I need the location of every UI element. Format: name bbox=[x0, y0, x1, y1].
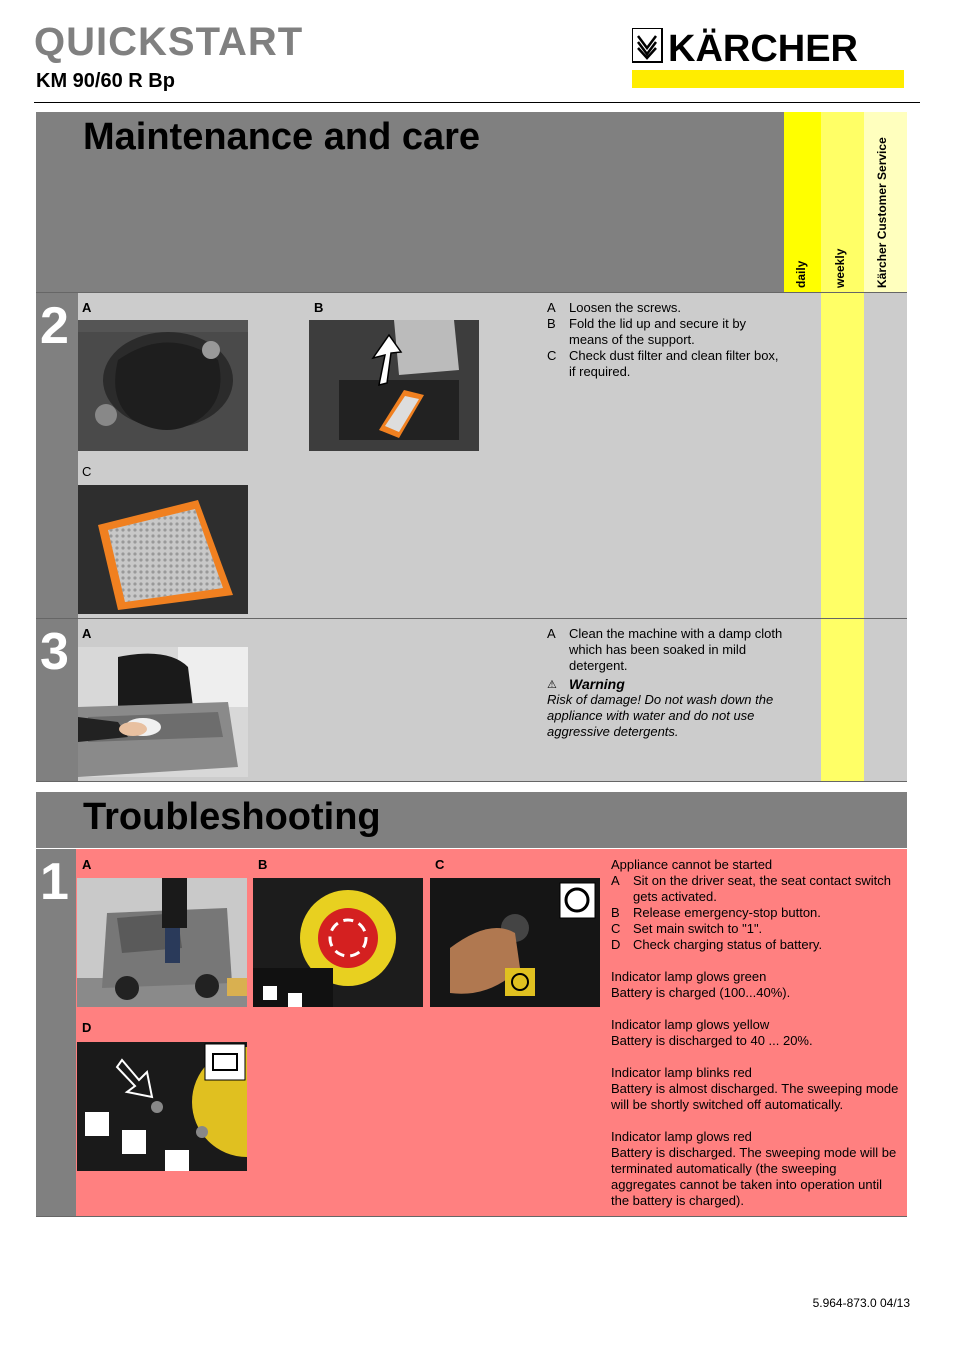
filter-box-open-photo bbox=[309, 320, 479, 451]
weekly-label: weekly bbox=[833, 248, 847, 288]
image-label: D bbox=[82, 1020, 92, 1035]
step-number: 3 bbox=[40, 623, 69, 681]
brand-text: KÄRCHER bbox=[668, 28, 858, 70]
indicator-block: Indicator lamp glows yellow Battery is discharged to 40 ... 20%. bbox=[611, 1017, 813, 1048]
instruction-item: B Fold the lid up and secure it by means of the support. bbox=[547, 316, 747, 347]
weekly-marker bbox=[821, 619, 864, 781]
document-number: 5.964-873.0 04/13 bbox=[812, 1296, 910, 1310]
troubleshooting-text bbox=[611, 857, 901, 1209]
problem-heading: Appliance cannot be started bbox=[611, 857, 773, 872]
main-switch-photo bbox=[430, 878, 600, 1007]
warning-heading: ⚠ Warning bbox=[547, 676, 625, 692]
image-label: A bbox=[82, 857, 92, 872]
battery-indicator-photo bbox=[77, 1042, 247, 1171]
indicator-block: Indicator lamp blinks red Battery is almost discharged. The sweeping mode will be shortly switched off automatically. bbox=[611, 1065, 899, 1112]
filter-lid-photo bbox=[78, 320, 248, 451]
instruction-list bbox=[547, 626, 787, 740]
header-rule bbox=[34, 102, 920, 103]
instruction-item: A Sit on the driver seat, the seat contact switch gets activated. bbox=[611, 873, 891, 904]
image-label: C bbox=[435, 857, 445, 872]
page-title: QUICKSTART bbox=[34, 20, 304, 64]
warning-text: Risk of damage! Do not wash down the appliance with water and do not use aggressive detergents. bbox=[547, 692, 774, 739]
step-number: 1 bbox=[40, 853, 69, 911]
emergency-stop-photo bbox=[253, 878, 423, 1007]
instruction-item: C Check dust filter and clean filter box, if required. bbox=[547, 348, 779, 379]
image-label: A bbox=[82, 300, 92, 315]
image-label: B bbox=[314, 300, 324, 315]
image-label: B bbox=[258, 857, 268, 872]
service-label: Kärcher Customer Service bbox=[875, 137, 889, 288]
warning-icon: ⚠ bbox=[547, 678, 557, 691]
indicator-block: Indicator lamp glows green Battery is charged (100...40%). bbox=[611, 969, 791, 1000]
indicator-block: Indicator lamp glows red Battery is discharged. The sweeping mode will be terminated automatically (the sweeping aggregates cannot be taken into operation until the battery is charged). bbox=[611, 1129, 897, 1208]
instruction-item: D Check charging status of battery. bbox=[611, 937, 823, 952]
cleaning-machine-photo bbox=[78, 647, 248, 777]
weekly-marker bbox=[821, 293, 864, 618]
karcher-logo bbox=[632, 28, 910, 90]
instruction-list bbox=[547, 300, 787, 380]
instruction-item: A Clean the machine with a damp cloth which has been soaked in mild detergent. bbox=[547, 626, 783, 673]
image-label: C bbox=[82, 464, 92, 479]
driver-seat-photo bbox=[77, 878, 247, 1007]
model-name: KM 90/60 R Bp bbox=[36, 70, 175, 92]
maintenance-title: Maintenance and care bbox=[83, 116, 481, 158]
dust-filter-photo bbox=[78, 485, 248, 614]
image-label: A bbox=[82, 626, 92, 641]
troubleshooting-title: Troubleshooting bbox=[83, 796, 381, 838]
instruction-item: A Loosen the screws. bbox=[547, 300, 682, 315]
step-number: 2 bbox=[40, 297, 69, 355]
instruction-item: C Set main switch to "1". bbox=[611, 921, 763, 936]
instruction-item: B Release emergency-stop button. bbox=[611, 905, 821, 920]
daily-label: daily bbox=[794, 260, 808, 288]
